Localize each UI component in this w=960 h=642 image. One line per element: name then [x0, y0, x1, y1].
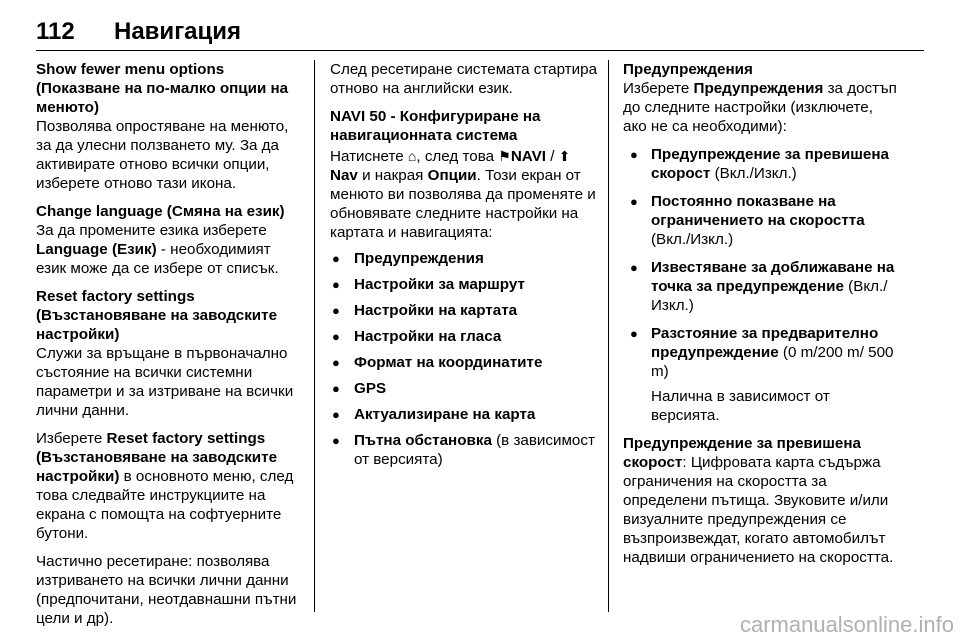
text-fragment: (в зависимост от версията) [354, 432, 595, 468]
text-change-language [36, 221, 298, 278]
watermark: carmanualsonline.info [739, 612, 954, 637]
page-header [36, 18, 924, 54]
list-item [623, 324, 898, 425]
nav-arrow-icon: ⬆ [558, 148, 571, 164]
text-fragment: Изберете [623, 80, 694, 97]
text-fragment: (Вкл./Изкл.) [651, 278, 888, 314]
text-bold: NAVI [510, 148, 546, 165]
section-show-fewer [36, 60, 298, 193]
text-fragment: : Цифровата карта съдържа ограничения на скоростта за определени пътища. Звуковите и/или визуалните предупреждения се възпроизвеждат, когато автомобилът надвиши ограничението на скоростта. [623, 454, 894, 566]
list-item: ● Предупреждения [330, 249, 598, 268]
text-bold: Reset factory settings (Възстановяване на заводските настройки) [36, 430, 278, 485]
text-fragment: и накрая [357, 167, 428, 184]
text-restart-language: След ресетиране системата стартира отново на английски език. [330, 61, 598, 97]
text-show-fewer: Позволява опростяване на менюто, за да улесни ползването му. За да активирате отново всички опции, изберете отново тази икона. [36, 118, 289, 192]
list-item: ● Настройки на картата [330, 301, 598, 320]
text-fragment: / [546, 148, 559, 165]
list-item [623, 258, 898, 315]
settings-list [330, 249, 598, 469]
column-divider-2 [608, 60, 609, 612]
page-title: Навигация [114, 18, 242, 45]
text-fragment: За да промените езика изберете [36, 222, 267, 239]
column-1 [36, 60, 298, 637]
text-speed-warning [623, 434, 898, 567]
text-bold: Nav [330, 167, 358, 184]
list-item [623, 192, 898, 249]
text-warnings-intro [623, 79, 898, 136]
page-number: 112 [36, 18, 75, 45]
text-bold: Language (Език) [36, 241, 157, 258]
list-item-note: Налична в зависимост от версията. [651, 388, 830, 424]
list-item [623, 145, 898, 183]
flag-icon: ⚑ [498, 148, 511, 164]
column-3 [623, 60, 898, 576]
text-reset-select [36, 429, 298, 543]
text-bold: Известяване за доближаване на точка за предупреждение [651, 259, 895, 295]
header-rule [36, 50, 924, 51]
text-bold: Пътна обстановка [354, 432, 492, 449]
section-reset-factory [36, 287, 298, 420]
warnings-list [623, 145, 898, 425]
heading-navi50-config: NAVI 50 - Конфигуриране на навигационната система [330, 108, 541, 144]
text-fragment: (0 m/200 m/ 500 m) [651, 344, 894, 380]
text-navi50-instructions [330, 147, 598, 242]
text-bold: Предупреждение за превишена скорост [651, 146, 889, 182]
list-item: ● Формат на координатите [330, 353, 598, 372]
list-item [330, 431, 598, 469]
text-fragment: за достъп до следните настройки (изключете, ако не са необходими): [623, 80, 897, 135]
section-change-language [36, 202, 298, 278]
text-bold: Опции [427, 167, 477, 184]
list-item: ● Актуализиране на карта [330, 405, 598, 424]
heading-warnings: Предупреждения [623, 61, 753, 78]
text-bold: Предупреждение за превишена скорост [623, 435, 861, 471]
text-bold: Постоянно показване на ограничението на скоростта [651, 193, 865, 229]
text-fragment: . Този екран от менюто ви позволява да променяте и обновявате следните настройки на картата и навигацията: [330, 167, 596, 241]
text-fragment: в основното меню, след това следвайте инструкциите на екрана с помощта на софтуерните бутони. [36, 468, 294, 542]
home-icon: ⌂ [407, 148, 417, 164]
text-fragment: (Вкл./Изкл.) [651, 231, 734, 248]
text-bold: Предупреждения [693, 80, 824, 97]
list-item: ● GPS [330, 379, 598, 398]
text-fragment: Изберете [36, 430, 107, 447]
column-2 [330, 60, 598, 474]
text-fragment: , след това [416, 148, 499, 165]
text-bold: Разстояние за предварително предупреждение [651, 325, 879, 361]
list-item: ● Настройки на гласа [330, 327, 598, 346]
text-fragment: (Вкл./Изкл.) [710, 165, 797, 182]
heading-reset-factory: Reset factory settings (Възстановяване на заводските настройки) [36, 288, 278, 343]
heading-show-fewer: Show fewer menu options (Показване на по-малко опции на менюто) [36, 61, 289, 116]
text-reset-factory: Служи за връщане в първоначално състояние на всички системни параметри и за изтриване на всички лични данни. [36, 345, 294, 419]
text-fragment: Натиснете [330, 148, 408, 165]
heading-change-language: Change language (Смяна на език) [36, 203, 285, 220]
text-partial-reset: Частично ресетиране: позволява изтриването на всички лични данни (предпочитани, неотдавнашни пътни цели и др). [36, 553, 297, 627]
column-divider-1 [314, 60, 315, 612]
list-item: ● Настройки за маршрут [330, 275, 598, 294]
text-fragment: - необходимият език може да се избере от списък. [36, 241, 279, 277]
